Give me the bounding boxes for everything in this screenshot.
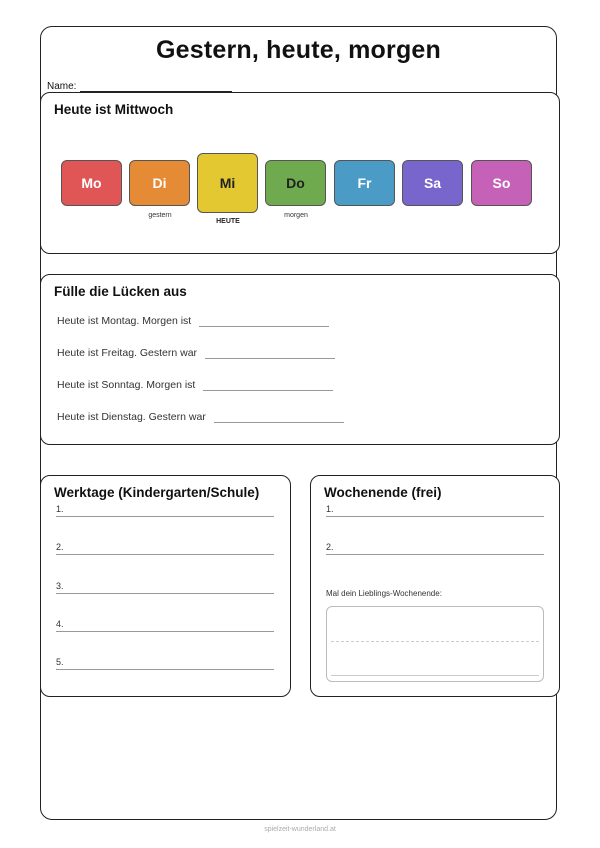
answer-line[interactable] — [203, 381, 333, 391]
name-label: Name: — [47, 81, 77, 92]
fill-row-text: Heute ist Dienstag. Gestern war — [57, 411, 206, 423]
fill-row-1 — [57, 315, 329, 327]
day-thursday: Do — [265, 160, 326, 206]
day-wednesday: Mi — [197, 153, 258, 213]
fill-gaps-title: Fülle die Lücken aus — [54, 284, 187, 299]
weekday-line-5[interactable]: 5. — [56, 657, 274, 670]
answer-line[interactable] — [205, 349, 335, 359]
caption-yesterday: gestern — [148, 212, 172, 219]
caption-today: HEUTE — [216, 218, 240, 225]
weekday-line-2[interactable]: 2. — [56, 542, 274, 555]
today-section-title: Heute ist Mittwoch — [54, 102, 174, 117]
fill-row-text: Heute ist Sonntag. Morgen ist — [57, 379, 196, 391]
drawing-guide-baseline — [331, 675, 539, 676]
weekdays-title: Werktage (Kindergarten/Schule) — [54, 485, 260, 500]
page-title: Gestern, heute, morgen — [155, 36, 441, 64]
name-row — [47, 81, 232, 92]
weekend-line-1[interactable]: 1. — [326, 504, 544, 517]
day-sunday: So — [471, 160, 532, 206]
day-monday: Mo — [61, 160, 122, 206]
weekday-line-1[interactable]: 1. — [56, 504, 274, 517]
day-tuesday: Di — [129, 160, 190, 206]
weekday-line-4[interactable]: 4. — [56, 619, 274, 632]
footer-credit: spielzeit-wunderland.at — [264, 826, 336, 833]
fill-row-4 — [57, 411, 344, 423]
fill-row-text: Heute ist Montag. Morgen ist — [57, 315, 192, 327]
caption-tomorrow: morgen — [284, 212, 308, 219]
drawing-area[interactable] — [326, 606, 544, 682]
fill-row-2 — [57, 347, 335, 359]
day-saturday: Sa — [402, 160, 463, 206]
weekend-title: Wochenende (frei) — [324, 485, 442, 500]
drawing-guide-dashed — [331, 641, 539, 642]
day-friday: Fr — [334, 160, 395, 206]
answer-line[interactable] — [199, 317, 329, 327]
fill-row-text: Heute ist Freitag. Gestern war — [57, 347, 198, 359]
draw-label: Mal dein Lieblings-Wochenende: — [326, 589, 442, 598]
weekend-line-2[interactable]: 2. — [326, 542, 544, 555]
weekday-line-3[interactable]: 3. — [56, 581, 274, 594]
answer-line[interactable] — [214, 413, 344, 423]
name-line[interactable] — [80, 81, 232, 92]
fill-row-3 — [57, 379, 333, 391]
